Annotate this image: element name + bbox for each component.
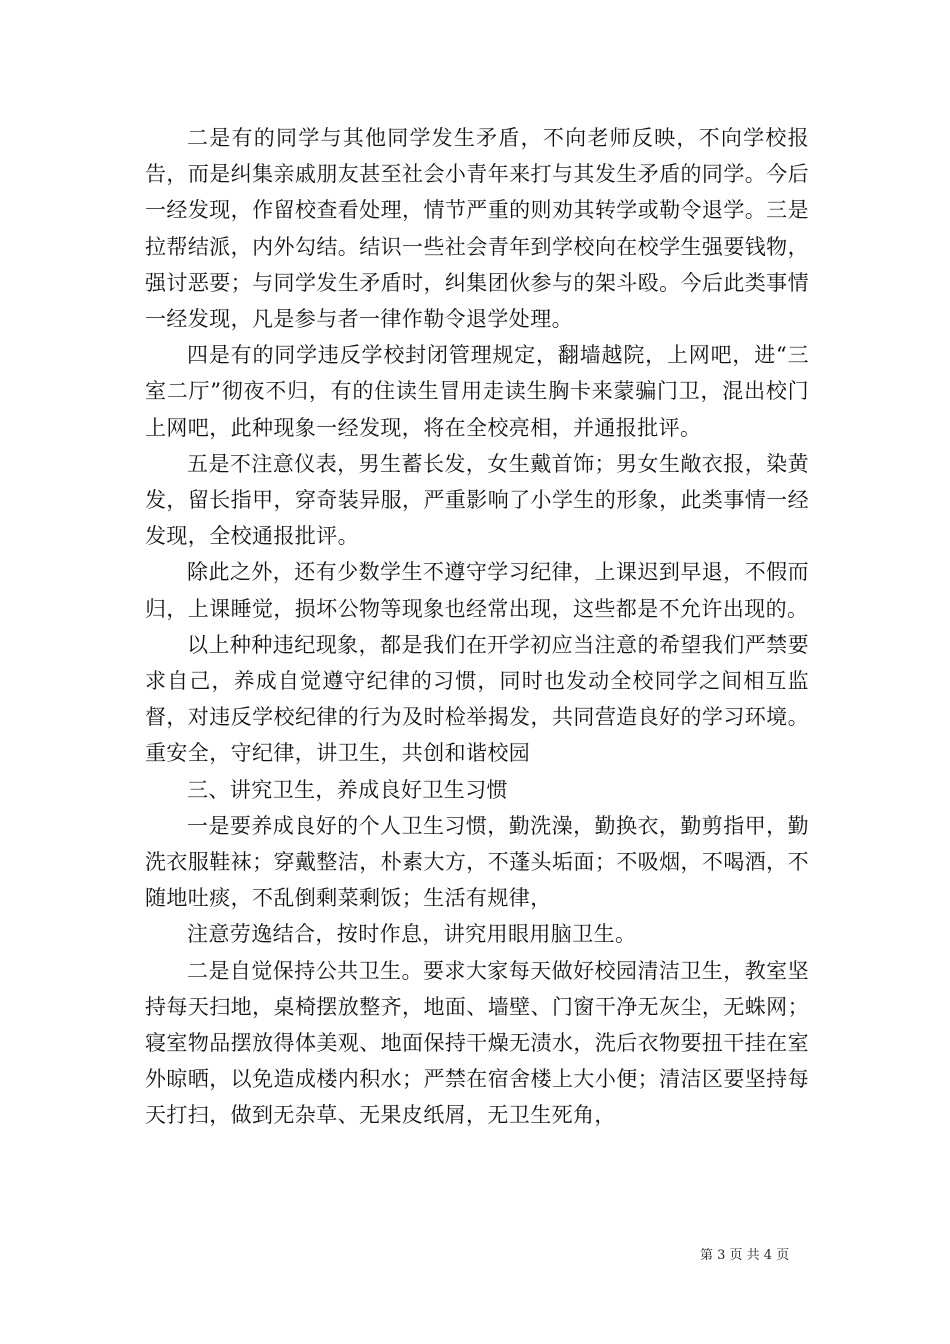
- paragraph: 四是有的同学违反学校封闭管理规定，翻墙越院，上网吧，进“三室二厅”彻夜不归，有的住读生冒用走读生胸卡来蒙骗门卫，混出校门上网吧，此种现象一经发现，将在全校亮相，并通报批评。: [145, 343, 809, 440]
- paragraph: 一是要养成良好的个人卫生习惯，勤洗澡，勤换衣，勤剪指甲，勤洗衣服鞋袜；穿戴整洁，朴素大方，不蓬头垢面；不吸烟，不喝酒，不随地吐痰，不乱倒剩菜剩饭；生活有规律，: [145, 813, 809, 911]
- paragraph: 二是自觉保持公共卫生。要求大家每天做好校园清洁卫生，教室坚持每天扫地，桌椅摆放整齐，地面、墙壁、门窗干净无灰尘，无蛛网；寝室物品摆放得体美观、地面保持干燥无渍水，洗后衣物要扭干挂在室外晾晒，以免造成楼内积水；严禁在宿舍楼上大小便；清洁区要坚持每天打扫，做到无杂草、无果皮纸屑，无卫生死角，: [145, 958, 809, 1128]
- page-number: 第 3 页 共 4 页: [700, 1248, 790, 1263]
- paragraph: 二是有的同学与其他同学发生矛盾，不向老师反映，不向学校报告，而是纠集亲戚朋友甚至社会小青年来打与其发生矛盾的同学。今后一经发现，作留校查看处理，情节严重的则劝其转学或勒令退学。三是拉帮结派，内外勾结。结识一些社会青年到学校向在校学生强要钱物，强讨恶要；与同学发生矛盾时，纠集团伙参与的架斗殴。今后此类事情一经发现，凡是参与者一律作勒令退学处理。: [145, 126, 809, 332]
- paragraph: 以上种种违纪现象，都是我们在开学初应当注意的希望我们严禁要求自己，养成自觉遵守纪律的习惯，同时也发动全校同学之间相互监督，对违反学校纪律的行为及时检举揭发，共同营造良好的学习环境。重安全，守纪律，讲卫生，共创和谐校园: [145, 632, 809, 766]
- paragraph: 五是不注意仪表，男生蓄长发，女生戴首饰；男女生敞衣报，染黄发，留长指甲，穿奇装异服，严重影响了小学生的形象，此类事情一经发现，全校通报批评。: [145, 451, 809, 549]
- document-body: [145, 120, 809, 1134]
- section-heading: 三、讲究卫生，养成良好卫生习惯: [187, 777, 508, 802]
- paragraph: 注意劳逸结合，按时作息，讲究用眼用脑卫生。: [187, 922, 637, 947]
- paragraph: 除此之外，还有少数学生不遵守学习纪律，上课迟到早退，不假而归，上课睡觉，损坏公物等现象也经常出现，这些都是不允许出现的。: [145, 560, 809, 621]
